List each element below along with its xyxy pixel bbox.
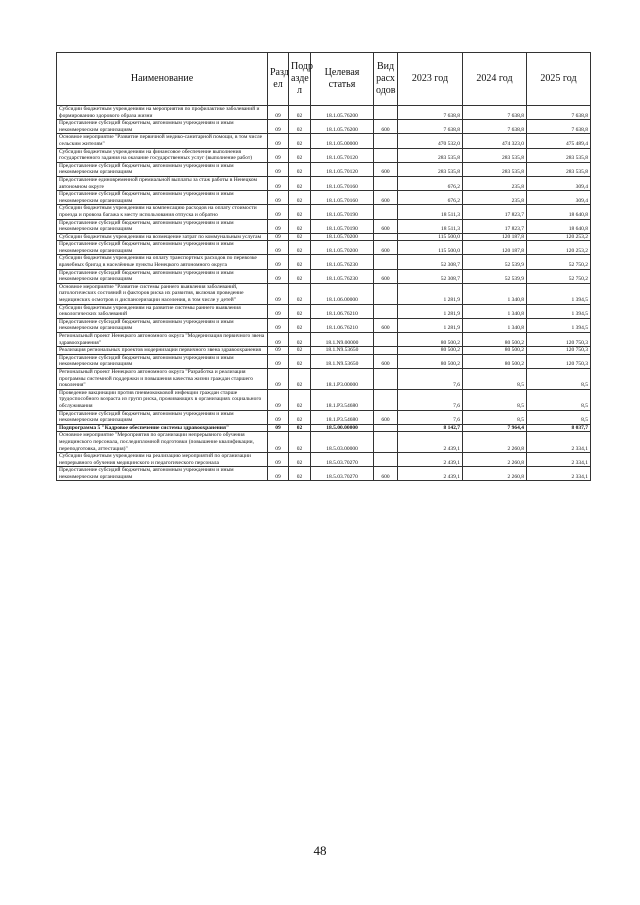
cell-section: 09 bbox=[268, 106, 289, 120]
cell-amount-2025: 8,5 bbox=[527, 368, 591, 389]
cell-section: 09 bbox=[268, 255, 289, 269]
cell-expense-type bbox=[374, 134, 398, 148]
cell-amount-2023: 7 638,8 bbox=[398, 120, 463, 134]
cell-name: Предоставление субсидий бюджетным, автономным учреждениям и иным некоммерческим организациям bbox=[57, 354, 268, 368]
cell-amount-2025: 120 750,3 bbox=[527, 347, 591, 355]
cell-amount-2024: 235,8 bbox=[463, 176, 527, 190]
cell-target-article: 18.1.05.70200 bbox=[311, 241, 374, 255]
cell-name: Предоставление единовременной премиальной выплаты за стаж работы в Ненецком автономном округе bbox=[57, 176, 268, 190]
cell-subsection: 02 bbox=[289, 347, 311, 355]
cell-subsection: 02 bbox=[289, 453, 311, 467]
cell-amount-2023: 52 308,7 bbox=[398, 269, 463, 283]
table-row bbox=[57, 134, 591, 148]
cell-amount-2024: 7 964,4 bbox=[463, 424, 527, 432]
cell-amount-2025: 8,5 bbox=[527, 389, 591, 410]
cell-amount-2024: 8,5 bbox=[463, 389, 527, 410]
cell-amount-2025: 475 489,4 bbox=[527, 134, 591, 148]
cell-expense-type: 600 bbox=[374, 269, 398, 283]
cell-subsection: 02 bbox=[289, 241, 311, 255]
cell-amount-2025: 18 640,8 bbox=[527, 205, 591, 219]
cell-target-article: 18.1.P3.54680 bbox=[311, 410, 374, 424]
cell-amount-2025: 2 334,1 bbox=[527, 432, 591, 453]
cell-expense-type bbox=[374, 176, 398, 190]
cell-target-article: 18.1.06.76210 bbox=[311, 304, 374, 318]
cell-name: Субсидии бюджетным учреждениям на реализацию мероприятий по организации непрерывного обучения медицинского и педагогического персонала bbox=[57, 453, 268, 467]
cell-target-article: 18.1.05.70160 bbox=[311, 191, 374, 205]
cell-amount-2024: 17 823,7 bbox=[463, 219, 527, 233]
cell-amount-2024: 1 340,8 bbox=[463, 283, 527, 304]
cell-target-article: 18.1.05.76200 bbox=[311, 120, 374, 134]
cell-amount-2025: 7 638,8 bbox=[527, 106, 591, 120]
cell-expense-type: 600 bbox=[374, 318, 398, 332]
cell-section: 09 bbox=[268, 432, 289, 453]
table-row bbox=[57, 453, 591, 467]
cell-amount-2024: 80 500,2 bbox=[463, 333, 527, 347]
cell-name: Региональный проект Ненецкого автономного округа "Разработка и реализация программы системной поддержки и повышения качества жизни граждан старшего поколения" bbox=[57, 368, 268, 389]
cell-amount-2025: 1 394,5 bbox=[527, 283, 591, 304]
cell-subsection: 02 bbox=[289, 283, 311, 304]
cell-amount-2023: 80 500,2 bbox=[398, 333, 463, 347]
cell-name: Субсидии бюджетным учреждениям на возмещение затрат по коммунальным услугам bbox=[57, 233, 268, 241]
cell-section: 09 bbox=[268, 176, 289, 190]
cell-expense-type: 600 bbox=[374, 219, 398, 233]
cell-target-article: 18.1.P3.00000 bbox=[311, 368, 374, 389]
table-row bbox=[57, 205, 591, 219]
cell-amount-2025: 120 253,2 bbox=[527, 233, 591, 241]
cell-section: 09 bbox=[268, 233, 289, 241]
cell-amount-2023: 470 532,0 bbox=[398, 134, 463, 148]
header-section: Разд ел bbox=[268, 53, 289, 106]
cell-amount-2025: 120 750,3 bbox=[527, 354, 591, 368]
cell-expense-type: 600 bbox=[374, 120, 398, 134]
table-row bbox=[57, 233, 591, 241]
cell-expense-type: 600 bbox=[374, 241, 398, 255]
cell-target-article: 18.1.05.76230 bbox=[311, 255, 374, 269]
cell-amount-2025: 7 638,8 bbox=[527, 120, 591, 134]
cell-amount-2025: 8,5 bbox=[527, 410, 591, 424]
cell-amount-2024: 80 500,2 bbox=[463, 347, 527, 355]
cell-subsection: 02 bbox=[289, 304, 311, 318]
cell-section: 09 bbox=[268, 333, 289, 347]
cell-target-article: 18.1.05.00000 bbox=[311, 134, 374, 148]
cell-target-article: 18.1.05.70190 bbox=[311, 219, 374, 233]
cell-subsection: 02 bbox=[289, 410, 311, 424]
cell-amount-2023: 283 535,8 bbox=[398, 148, 463, 162]
cell-name: Проведение вакцинации против пневмококковой инфекции граждан старше трудоспособного возраста из групп риска, проживающих в организациях социального обслуживания bbox=[57, 389, 268, 410]
table-row bbox=[57, 162, 591, 176]
cell-expense-type bbox=[374, 424, 398, 432]
cell-section: 09 bbox=[268, 241, 289, 255]
cell-target-article: 18.1.05.76230 bbox=[311, 269, 374, 283]
table-row bbox=[57, 424, 591, 432]
cell-amount-2024: 7 638,8 bbox=[463, 120, 527, 134]
cell-subsection: 02 bbox=[289, 269, 311, 283]
cell-name: Предоставление субсидий бюджетным, автономным учреждениям и иным некоммерческим организациям bbox=[57, 219, 268, 233]
cell-section: 09 bbox=[268, 410, 289, 424]
cell-name: Субсидии бюджетным учреждениям на развитие системы раннего выявления онкологических заболеваний bbox=[57, 304, 268, 318]
cell-amount-2025: 309,4 bbox=[527, 191, 591, 205]
cell-amount-2024: 2 260,8 bbox=[463, 467, 527, 481]
cell-expense-type bbox=[374, 368, 398, 389]
cell-subsection: 02 bbox=[289, 162, 311, 176]
cell-expense-type bbox=[374, 389, 398, 410]
cell-name: Основное мероприятие "Развитие системы раннего выявления заболеваний, патологических состояний и факторов риска их развития, включая проведение медицинских осмотров и диспансеризации населения, в том числе у детей" bbox=[57, 283, 268, 304]
cell-subsection: 02 bbox=[289, 255, 311, 269]
cell-section: 09 bbox=[268, 354, 289, 368]
cell-expense-type: 600 bbox=[374, 410, 398, 424]
table-row bbox=[57, 269, 591, 283]
cell-amount-2025: 52 750,2 bbox=[527, 255, 591, 269]
cell-amount-2024: 120 187,8 bbox=[463, 233, 527, 241]
cell-target-article: 18.1.N9.53650 bbox=[311, 347, 374, 355]
cell-subsection: 02 bbox=[289, 432, 311, 453]
header-subsection: Подр азде л bbox=[289, 53, 311, 106]
cell-expense-type bbox=[374, 453, 398, 467]
table-row bbox=[57, 304, 591, 318]
cell-expense-type bbox=[374, 205, 398, 219]
table-row bbox=[57, 318, 591, 332]
header-name: Наименование bbox=[57, 53, 268, 106]
table-row bbox=[57, 389, 591, 410]
cell-section: 09 bbox=[268, 205, 289, 219]
cell-target-article: 18.1.05.70120 bbox=[311, 148, 374, 162]
cell-amount-2025: 18 640,8 bbox=[527, 219, 591, 233]
cell-target-article: 18.1.05.70160 bbox=[311, 176, 374, 190]
cell-subsection: 02 bbox=[289, 233, 311, 241]
cell-amount-2023: 1 281,9 bbox=[398, 283, 463, 304]
cell-amount-2024: 1 340,8 bbox=[463, 304, 527, 318]
cell-subsection: 02 bbox=[289, 120, 311, 134]
header-expense-type: Вид расх одов bbox=[374, 53, 398, 106]
cell-section: 09 bbox=[268, 453, 289, 467]
cell-amount-2025: 120 253,2 bbox=[527, 241, 591, 255]
cell-section: 09 bbox=[268, 304, 289, 318]
cell-amount-2024: 120 187,8 bbox=[463, 241, 527, 255]
cell-name: Субсидии бюджетным учреждениям на компенсацию расходов на оплату стоимости проезда и провоза багажа к месту использования отпуска и обратно bbox=[57, 205, 268, 219]
cell-name: Предоставление субсидий бюджетным, автономным учреждениям и иным некоммерческим организациям bbox=[57, 318, 268, 332]
cell-expense-type bbox=[374, 304, 398, 318]
cell-section: 09 bbox=[268, 148, 289, 162]
cell-name: Основное мероприятие "Мероприятия по организации непрерывного обучения медицинского персонала, последипломной подготовки (повышение квалификации, переподготовка, аттестация)" bbox=[57, 432, 268, 453]
cell-section: 09 bbox=[268, 134, 289, 148]
cell-amount-2023: 283 535,8 bbox=[398, 162, 463, 176]
cell-amount-2025: 2 334,1 bbox=[527, 453, 591, 467]
cell-amount-2024: 17 823,7 bbox=[463, 205, 527, 219]
cell-amount-2025: 52 750,2 bbox=[527, 269, 591, 283]
cell-amount-2024: 8,5 bbox=[463, 368, 527, 389]
cell-expense-type bbox=[374, 148, 398, 162]
cell-target-article: 18.1.N9.00000 bbox=[311, 333, 374, 347]
cell-expense-type: 600 bbox=[374, 354, 398, 368]
cell-amount-2024: 7 638,8 bbox=[463, 106, 527, 120]
cell-target-article: 18.1.P3.54680 bbox=[311, 389, 374, 410]
cell-subsection: 02 bbox=[289, 318, 311, 332]
cell-amount-2023: 676,2 bbox=[398, 191, 463, 205]
cell-amount-2023: 18 511,3 bbox=[398, 205, 463, 219]
cell-name: Предоставление субсидий бюджетным, автономным учреждениям и иным некоммерческим организациям bbox=[57, 120, 268, 134]
cell-amount-2023: 115 500,0 bbox=[398, 233, 463, 241]
cell-section: 09 bbox=[268, 191, 289, 205]
table-row bbox=[57, 333, 591, 347]
table-row bbox=[57, 148, 591, 162]
cell-amount-2023: 2 439,1 bbox=[398, 432, 463, 453]
cell-subsection: 02 bbox=[289, 191, 311, 205]
cell-expense-type bbox=[374, 255, 398, 269]
table-row bbox=[57, 467, 591, 481]
cell-subsection: 02 bbox=[289, 134, 311, 148]
cell-subsection: 02 bbox=[289, 219, 311, 233]
cell-amount-2025: 283 535,8 bbox=[527, 162, 591, 176]
cell-amount-2023: 80 500,2 bbox=[398, 354, 463, 368]
cell-subsection: 02 bbox=[289, 333, 311, 347]
cell-amount-2024: 80 500,2 bbox=[463, 354, 527, 368]
table-row bbox=[57, 191, 591, 205]
budget-table bbox=[56, 52, 591, 481]
header-year-2024: 2024 год bbox=[463, 53, 527, 106]
cell-target-article: 18.1.05.76200 bbox=[311, 106, 374, 120]
cell-expense-type: 600 bbox=[374, 467, 398, 481]
cell-section: 09 bbox=[268, 368, 289, 389]
cell-amount-2025: 309,4 bbox=[527, 176, 591, 190]
cell-amount-2023: 115 500,0 bbox=[398, 241, 463, 255]
cell-target-article: 18.5.00.00000 bbox=[311, 424, 374, 432]
table-row bbox=[57, 347, 591, 355]
table-row bbox=[57, 410, 591, 424]
cell-section: 09 bbox=[268, 269, 289, 283]
cell-amount-2023: 2 439,1 bbox=[398, 453, 463, 467]
table-row bbox=[57, 120, 591, 134]
cell-name: Предоставление субсидий бюджетным, автономным учреждениям и иным некоммерческим организациям bbox=[57, 410, 268, 424]
cell-subsection: 02 bbox=[289, 148, 311, 162]
cell-section: 09 bbox=[268, 162, 289, 176]
table-row bbox=[57, 241, 591, 255]
cell-subsection: 02 bbox=[289, 424, 311, 432]
cell-amount-2025: 1 394,5 bbox=[527, 318, 591, 332]
cell-amount-2025: 2 334,1 bbox=[527, 467, 591, 481]
cell-amount-2024: 2 260,8 bbox=[463, 432, 527, 453]
cell-amount-2023: 1 281,9 bbox=[398, 318, 463, 332]
header-year-2025: 2025 год bbox=[527, 53, 591, 106]
cell-target-article: 18.1.05.70120 bbox=[311, 162, 374, 176]
cell-expense-type bbox=[374, 333, 398, 347]
cell-amount-2023: 2 439,1 bbox=[398, 467, 463, 481]
table-row bbox=[57, 354, 591, 368]
cell-expense-type bbox=[374, 283, 398, 304]
cell-target-article: 18.1.N9.53650 bbox=[311, 354, 374, 368]
cell-amount-2023: 676,2 bbox=[398, 176, 463, 190]
cell-amount-2024: 52 539,9 bbox=[463, 255, 527, 269]
cell-section: 09 bbox=[268, 424, 289, 432]
cell-name: Предоставление субсидий бюджетным, автономным учреждениям и иным некоммерческим организациям bbox=[57, 241, 268, 255]
cell-section: 09 bbox=[268, 283, 289, 304]
cell-amount-2023: 80 500,2 bbox=[398, 347, 463, 355]
cell-target-article: 18.5.03.70270 bbox=[311, 467, 374, 481]
table-row bbox=[57, 255, 591, 269]
page-number: 48 bbox=[313, 843, 327, 858]
cell-amount-2023: 7 638,8 bbox=[398, 106, 463, 120]
cell-amount-2025: 1 394,5 bbox=[527, 304, 591, 318]
table-row bbox=[57, 432, 591, 453]
cell-subsection: 02 bbox=[289, 389, 311, 410]
cell-name: Реализация региональных проектов модернизации первичного звена здравоохранения bbox=[57, 347, 268, 355]
cell-section: 09 bbox=[268, 120, 289, 134]
table-row bbox=[57, 106, 591, 120]
cell-name: Предоставление субсидий бюджетным, автономным учреждениям и иным некоммерческим организациям bbox=[57, 467, 268, 481]
cell-name: Предоставление субсидий бюджетным, автономным учреждениям и иным некоммерческим организациям bbox=[57, 269, 268, 283]
cell-amount-2024: 283 535,8 bbox=[463, 148, 527, 162]
cell-expense-type bbox=[374, 347, 398, 355]
cell-amount-2023: 8 142,7 bbox=[398, 424, 463, 432]
cell-amount-2023: 7,6 bbox=[398, 389, 463, 410]
cell-subsection: 02 bbox=[289, 354, 311, 368]
cell-amount-2025: 283 535,8 bbox=[527, 148, 591, 162]
cell-name: Субсидии бюджетным учреждениям на финансовое обеспечение выполнения государственного задания на оказание государственных услуг (выполнение работ) bbox=[57, 148, 268, 162]
cell-subsection: 02 bbox=[289, 176, 311, 190]
cell-section: 09 bbox=[268, 318, 289, 332]
cell-target-article: 18.5.03.70270 bbox=[311, 453, 374, 467]
cell-amount-2024: 474 323,0 bbox=[463, 134, 527, 148]
cell-expense-type bbox=[374, 233, 398, 241]
cell-section: 09 bbox=[268, 389, 289, 410]
table-row bbox=[57, 368, 591, 389]
cell-name: Подпрограмма 5 "Кадровое обеспечение системы здравоохранения" bbox=[57, 424, 268, 432]
cell-target-article: 18.1.05.70200 bbox=[311, 233, 374, 241]
table-row bbox=[57, 176, 591, 190]
cell-amount-2023: 18 511,3 bbox=[398, 219, 463, 233]
cell-amount-2023: 52 308,7 bbox=[398, 255, 463, 269]
cell-expense-type bbox=[374, 106, 398, 120]
cell-expense-type bbox=[374, 432, 398, 453]
cell-amount-2025: 120 750,3 bbox=[527, 333, 591, 347]
cell-name: Основное мероприятие "Развитие первичной медико-санитарной помощи, в том числе сельским жителям" bbox=[57, 134, 268, 148]
cell-name: Субсидии бюджетным учреждениям на оплату транспортных расходов по перевозке врачебных бригад в населённые пункты Ненецкого автономного округа bbox=[57, 255, 268, 269]
cell-section: 09 bbox=[268, 347, 289, 355]
cell-amount-2023: 1 281,9 bbox=[398, 304, 463, 318]
cell-amount-2024: 283 535,8 bbox=[463, 162, 527, 176]
table-row bbox=[57, 283, 591, 304]
cell-amount-2024: 8,5 bbox=[463, 410, 527, 424]
cell-amount-2023: 7,6 bbox=[398, 368, 463, 389]
cell-name: Региональный проект Ненецкого автономного округа "Модернизация первичного звена здравоохранения" bbox=[57, 333, 268, 347]
cell-name: Предоставление субсидий бюджетным, автономным учреждениям и иным некоммерческим организациям bbox=[57, 162, 268, 176]
header-year-2023: 2023 год bbox=[398, 53, 463, 106]
cell-target-article: 18.5.03.00000 bbox=[311, 432, 374, 453]
cell-subsection: 02 bbox=[289, 467, 311, 481]
cell-target-article: 18.1.05.70190 bbox=[311, 205, 374, 219]
cell-expense-type: 600 bbox=[374, 191, 398, 205]
cell-subsection: 02 bbox=[289, 368, 311, 389]
cell-amount-2024: 1 340,8 bbox=[463, 318, 527, 332]
cell-subsection: 02 bbox=[289, 205, 311, 219]
cell-section: 09 bbox=[268, 219, 289, 233]
cell-name: Предоставление субсидий бюджетным, автономным учреждениям и иным некоммерческим организациям bbox=[57, 191, 268, 205]
cell-amount-2024: 52 539,9 bbox=[463, 269, 527, 283]
cell-amount-2025: 8 037,7 bbox=[527, 424, 591, 432]
header-target-article: Целевая статья bbox=[311, 53, 374, 106]
cell-amount-2023: 7,6 bbox=[398, 410, 463, 424]
cell-target-article: 18.1.06.00000 bbox=[311, 283, 374, 304]
cell-expense-type: 600 bbox=[374, 162, 398, 176]
cell-amount-2024: 2 260,8 bbox=[463, 453, 527, 467]
cell-subsection: 02 bbox=[289, 106, 311, 120]
cell-name: Субсидии бюджетным учреждениям на мероприятия по профилактике заболеваний и формированию здорового образа жизни bbox=[57, 106, 268, 120]
cell-amount-2024: 235,8 bbox=[463, 191, 527, 205]
cell-target-article: 18.1.06.76210 bbox=[311, 318, 374, 332]
table-row bbox=[57, 219, 591, 233]
table-header-row bbox=[57, 53, 591, 106]
cell-section: 09 bbox=[268, 467, 289, 481]
